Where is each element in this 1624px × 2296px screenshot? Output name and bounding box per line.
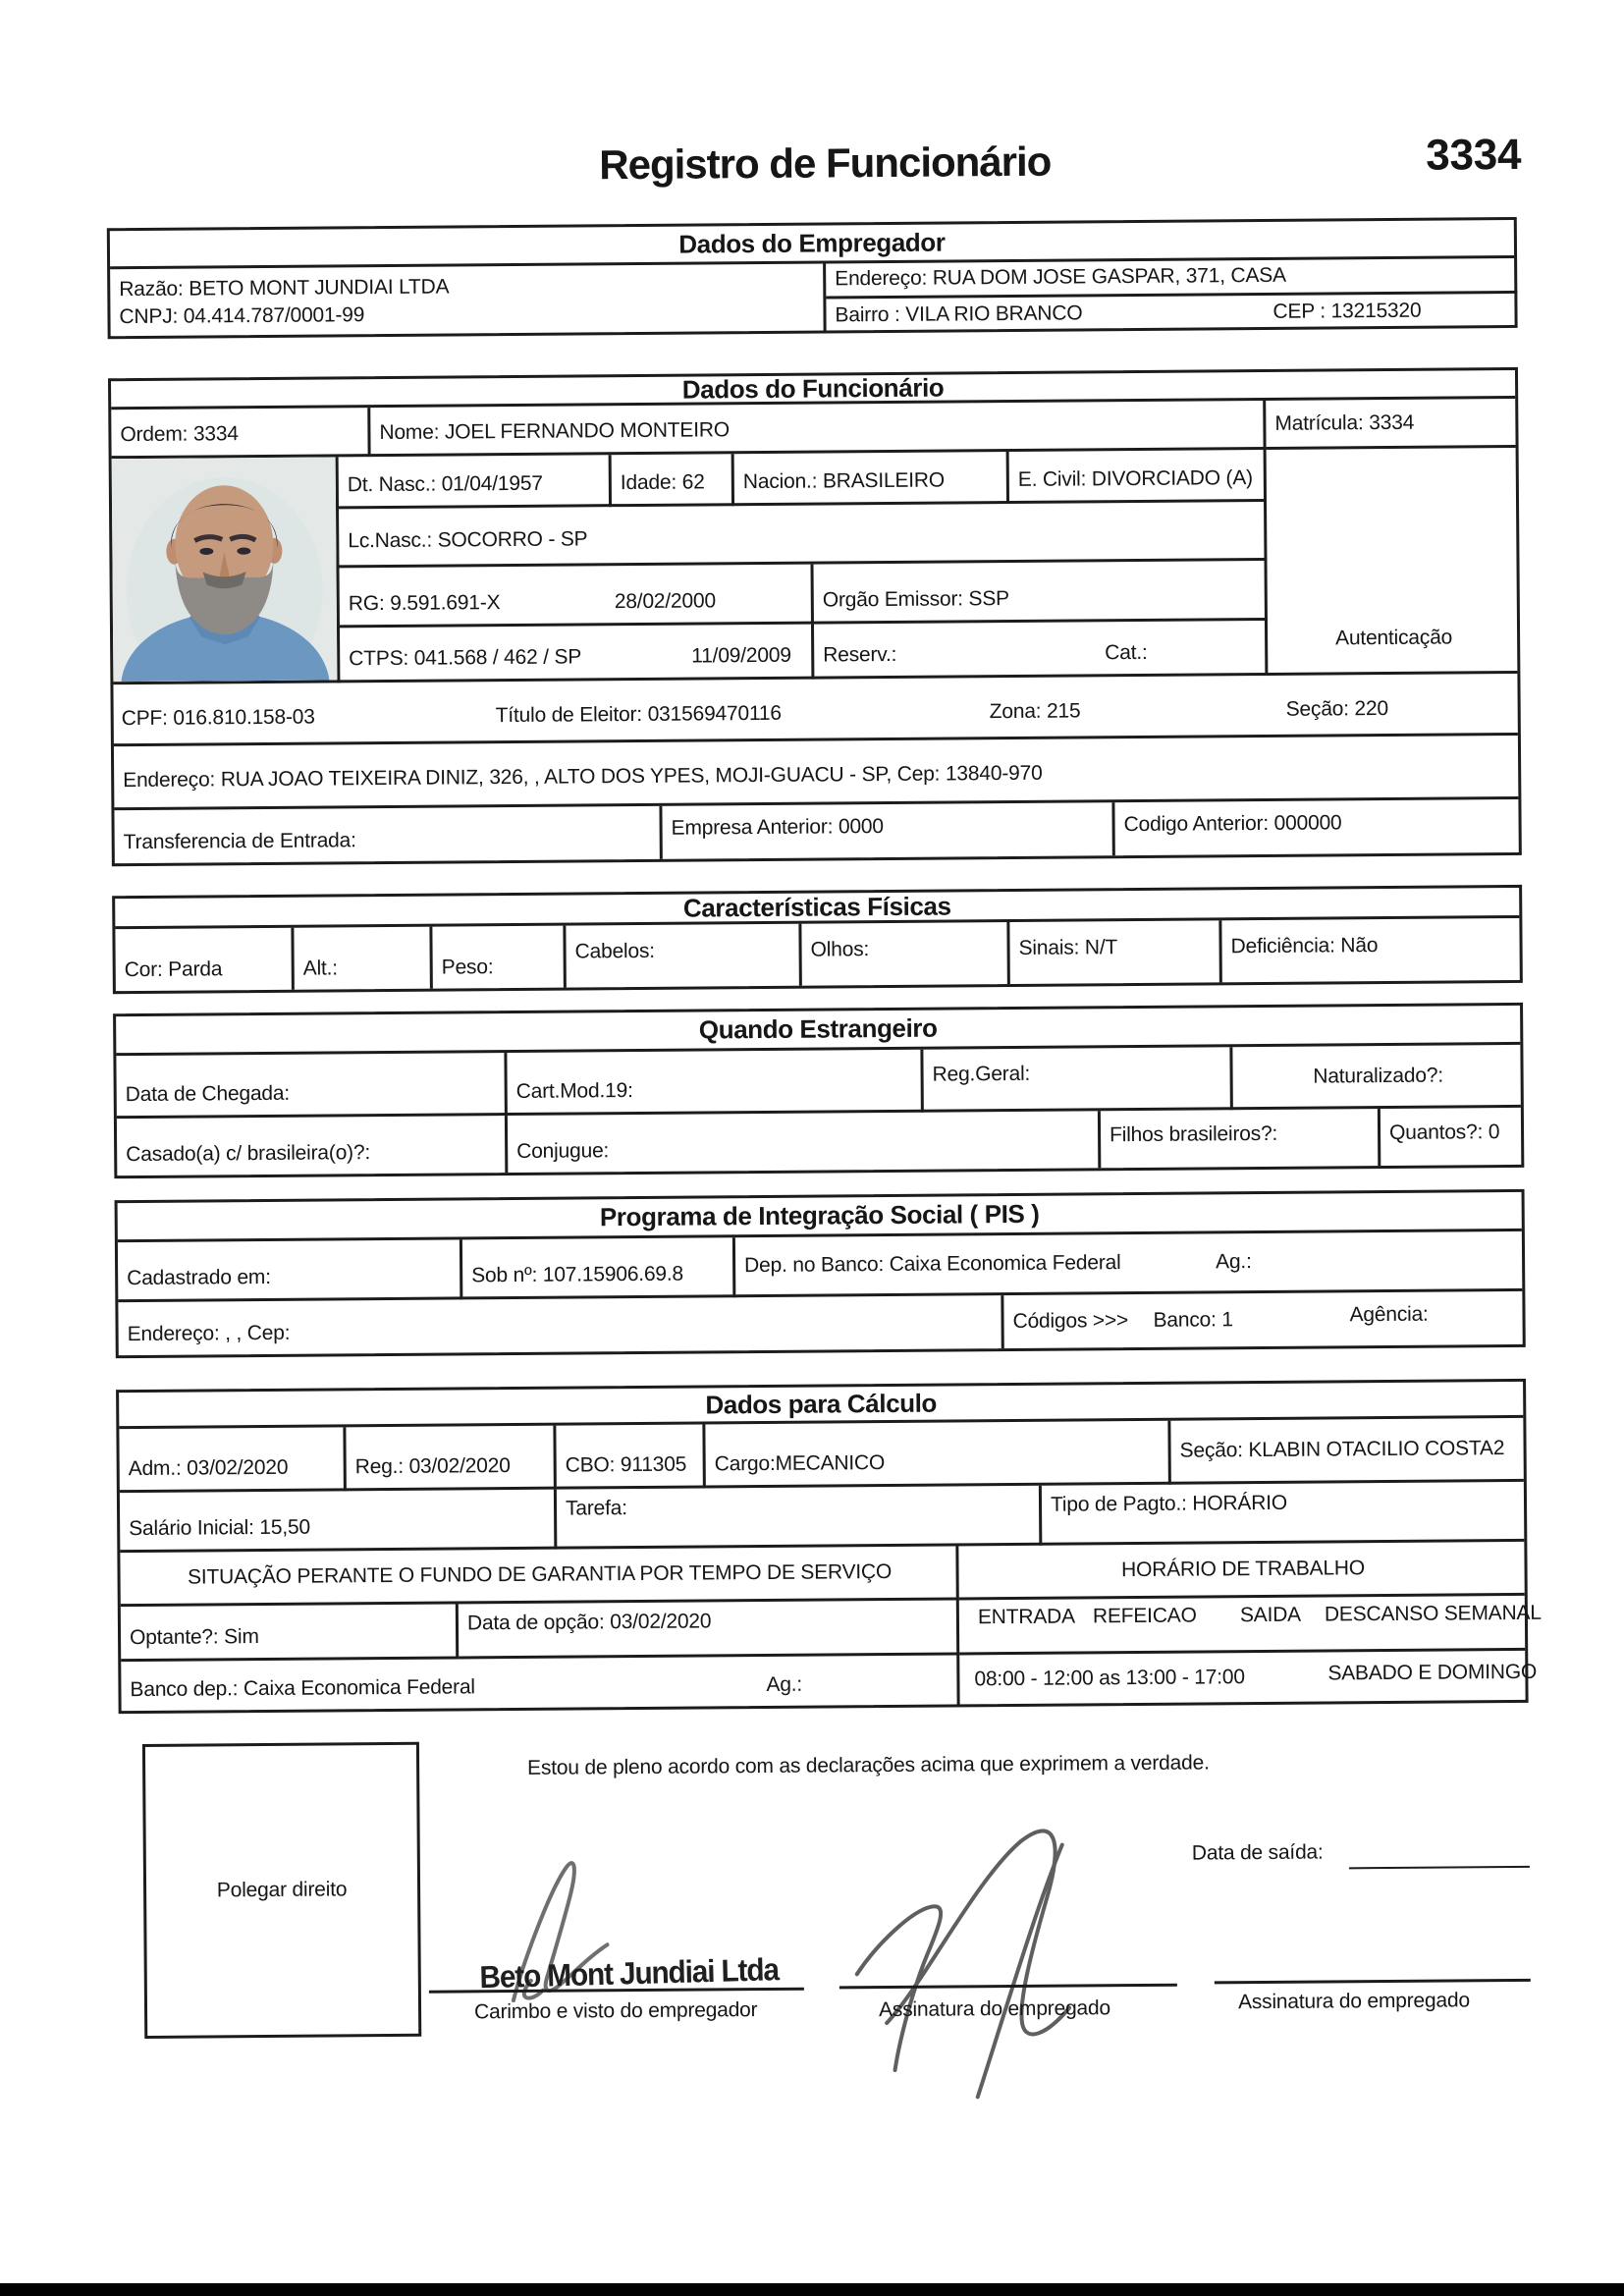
pis-header: Programa de Integração Social ( PIS ): [118, 1192, 1522, 1242]
carimbo-empresa: Beto Mont Jundiai Ltda: [479, 1951, 780, 1995]
calculo-table: [116, 1379, 1542, 1714]
filhos-brasileiros-field: Filhos brasileiros?:: [1101, 1109, 1380, 1168]
transferencia-field: Transferencia de Entrada:: [114, 806, 662, 863]
naturalizado-field: Naturalizado?:: [1232, 1045, 1520, 1110]
calculo-header: Dados para Cálculo: [119, 1382, 1523, 1429]
dep-banco-cell: [735, 1231, 1522, 1297]
banco-dep-field: Banco dep.: Caixa Economica Federal: [130, 1675, 475, 1702]
nacion-field: Nacion.: BRASILEIRO: [734, 452, 1009, 506]
rg-cell: [340, 565, 814, 629]
horario-colunas: [959, 1596, 1542, 1656]
bairro-cep-cell: [826, 294, 1517, 334]
altura-field: Alt.:: [294, 927, 432, 990]
saida-col: SAIDA: [1239, 1603, 1302, 1627]
secao-eleitoral-field: Seção: 220: [1285, 696, 1389, 721]
horas-cell: [959, 1651, 1538, 1705]
endereco-empregador-field: Endereço: RUA DOM JOSE GASPAR, 371, CASA: [826, 258, 1517, 300]
registro-field: Reg.: 03/02/2020: [346, 1426, 557, 1492]
polegar-box: [142, 1742, 421, 2039]
cpf-row: [113, 674, 1517, 746]
codigos-cell: [1003, 1291, 1522, 1348]
empregador-table: [107, 217, 1518, 339]
empresa-anterior-field: Empresa Anterior: 0000: [662, 802, 1114, 859]
razao-field: Razão: BETO MONT JUNDIAI LTDA: [119, 275, 450, 301]
data-saida-label: Data de saída:: [1191, 1840, 1324, 1865]
caracteristicas-header: Características Físicas: [115, 888, 1519, 929]
admissao-field: Adm.: 03/02/2020: [119, 1427, 347, 1493]
cep-field: CEP : 13215320: [1272, 299, 1422, 323]
pis-endereco-field: Endereço: , , Cep:: [118, 1295, 1003, 1355]
sinais-field: Sinais: N/T: [1009, 920, 1221, 984]
descanso-col: DESCANSO SEMANAL: [1324, 1601, 1542, 1626]
cpf-field: CPF: 016.810.158-03: [121, 705, 315, 731]
banco-dep-cell: [121, 1655, 959, 1711]
reserv-field: Reserv.:: [823, 642, 897, 667]
rg-field: RG: 9.591.691-X: [348, 591, 501, 616]
cargo-field: Cargo:MECANICO: [705, 1421, 1170, 1489]
idade-field: Idade: 62: [612, 454, 734, 507]
banco-field: Banco: 1: [1153, 1308, 1233, 1332]
pis-table: [115, 1189, 1526, 1358]
polegar-label: Polegar direito: [216, 1878, 348, 1902]
horas-field: 08:00 - 12:00 as 13:00 - 17:00: [974, 1666, 1245, 1691]
peso-field: Peso:: [432, 926, 566, 989]
agencia-field: Agência:: [1349, 1302, 1429, 1326]
cor-field: Cor: Parda: [115, 928, 294, 991]
funcionario-table: [108, 367, 1522, 866]
optante-field: Optante?: Sim: [121, 1604, 459, 1662]
assinatura-label-1: Assinatura do empregado: [878, 1996, 1111, 2022]
cnpj-field: CNPJ: 04.414.787/0001-99: [119, 303, 365, 329]
scan-bottom-bar: [0, 2283, 1624, 2296]
bairro-field: Bairro : VILA RIO BRANCO: [835, 301, 1083, 327]
cbo-field: CBO: 911305: [556, 1424, 706, 1489]
reg-geral-field: Reg.Geral:: [923, 1047, 1232, 1112]
fgts-titulo: SITUAÇÃO PERANTE O FUNDO DE GARANTIA POR TEMPO DE SERVIÇO: [120, 1546, 958, 1607]
ctps-data-field: 11/09/2009: [691, 643, 791, 668]
photo-cell: [112, 457, 341, 684]
quantos-field: Quantos?: 0: [1388, 1120, 1500, 1144]
linha-assinatura-2: [1215, 1979, 1531, 1985]
razao-cnpj-cell: [110, 263, 827, 339]
secao-trabalho-field: Seção: KLABIN OTACILIO COSTA2: [1170, 1418, 1523, 1485]
ctps-field: CTPS: 041.568 / 462 / SP: [349, 645, 582, 671]
cart-mod-field: Cart.Mod.19:: [507, 1050, 923, 1116]
dep-banco-field: Dep. no Banco: Caixa Economica Federal: [744, 1251, 1121, 1278]
salario-field: Salário Inicial: 15,50: [120, 1490, 557, 1553]
funcionario-header: Dados do Funcionário: [111, 370, 1515, 410]
nome-field: Nome: JOEL FERNANDO MONTEIRO: [370, 401, 1266, 457]
ordem-field: Ordem: 3334: [111, 408, 370, 459]
codigo-anterior-field: Codigo Anterior: 000000: [1123, 810, 1342, 836]
endereco-funcionario-field: Endereço: RUA JOAO TEIXEIRA DINIZ, 326, , ALTO DOS YPES, MOJI-GUACU - SP, Cep: 13840-970: [114, 736, 1518, 810]
caracteristicas-table: [112, 885, 1523, 994]
reserv-cat-cell: [814, 621, 1268, 680]
tipo-pagto-field: Tipo de Pagto.: HORÁRIO: [1042, 1482, 1524, 1546]
zona-field: Zona: 215: [989, 699, 1081, 724]
estrangeiro-header: Quando Estrangeiro: [116, 1006, 1520, 1056]
ctps-cell: [340, 625, 814, 683]
carimbo-label: Carimbo e visto do empregador: [473, 1998, 758, 2024]
casado-field: Casado(a) c/ brasileira(o)?:: [117, 1116, 508, 1175]
pis-ag-field: Ag.:: [1216, 1250, 1252, 1274]
cadastrado-field: Cadastrado em:: [118, 1239, 462, 1302]
sob-no-field: Sob nº: 107.15906.69.8: [462, 1237, 735, 1299]
refeicao-col: REFEICAO: [1092, 1604, 1197, 1628]
calculo-ag-field: Ag.:: [766, 1672, 803, 1696]
empregador-header: Dados do Empregador: [110, 220, 1514, 269]
codigos-field: Códigos >>>: [1012, 1309, 1129, 1334]
conjuge-field: Conjugue:: [508, 1111, 1101, 1173]
sabado-field: SABADO E DOMINGO: [1327, 1660, 1538, 1685]
horario-trabalho-titulo: HORÁRIO DE TRABALHO: [958, 1542, 1524, 1601]
data-saida-linha: [1349, 1866, 1530, 1869]
acordo-texto: Estou de pleno acordo com as declarações acima que exprimem a verdade.: [527, 1751, 1210, 1779]
estrangeiro-table: [113, 1003, 1524, 1178]
estado-civil-field: E. Civil: DIVORCIADO (A): [1009, 450, 1267, 504]
data-opcao-field: Data de opção: 03/02/2020: [459, 1600, 959, 1659]
lc-nasc-field: Lc.Nasc.: SOCORRO - SP: [339, 502, 1267, 568]
data-chegada-field: Data de Chegada:: [116, 1053, 507, 1119]
autenticacao-cell: Autenticação: [1267, 448, 1518, 676]
assinatura-empregado-manuscrita: [829, 1815, 1125, 2102]
dt-nasc-field: Dt. Nasc.: 01/04/1957: [339, 455, 612, 509]
rg-data-field: 28/02/2000: [614, 589, 716, 614]
tarefa-field: Tarefa:: [557, 1486, 1042, 1550]
page-title: Registro de Funcionário: [599, 137, 1052, 189]
cat-field: Cat.:: [1105, 640, 1148, 665]
matricula-field: Matrícula: 3334: [1266, 399, 1515, 450]
assinatura-label-2: Assinatura do empregado: [1237, 1989, 1470, 2014]
titulo-eleitor-field: Título de Eleitor: 031569470116: [495, 701, 782, 728]
employee-photo: [112, 457, 338, 682]
orgao-emissor-field: Orgão Emissor: SSP: [814, 561, 1268, 625]
entrada-col: ENTRADA: [977, 1605, 1075, 1629]
olhos-field: Olhos:: [801, 922, 1009, 986]
cabelos-field: Cabelos:: [566, 924, 801, 988]
deficiencia-field: Deficiência: Não: [1230, 934, 1379, 958]
form-number: 3334: [1426, 130, 1522, 180]
